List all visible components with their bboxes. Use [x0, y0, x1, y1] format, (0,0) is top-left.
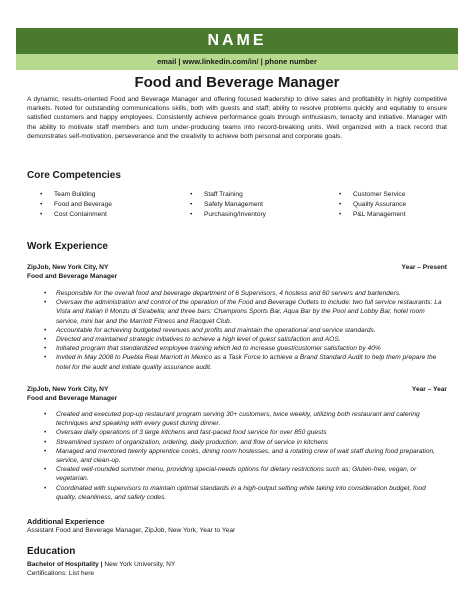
- competency-item: • Food and Beverage: [40, 200, 112, 210]
- list-item: • Coordinated with supervisors to maintain optimal standards in a high-output setting while taking into consideration budget, food quality, cleanliness, and safety codes.: [44, 484, 446, 502]
- competencies-column-3: [339, 190, 406, 219]
- competency-item: • Customer Service: [339, 190, 406, 200]
- resume-title: Food and Beverage Manager: [134, 74, 340, 91]
- list-item: • Oversaw the administration and control of the operation of the Food and Beverage Outlets to include: two full service restaurants: La Vista and Italian Il Monzu di Sirabella; and three bars: Champions Sports Bar, Aqua Bar by the Pool and Lobby Bar, hotel room service, mini bar and the Marriott Fitness and Racquet Club.: [44, 298, 446, 326]
- list-item: • Responsible for the overall food and beverage department of 6 Supervisors, 4 hostess and 60 servers and bartenders.: [44, 289, 446, 298]
- competencies-column-2: [190, 190, 266, 219]
- job-1-dates: Year – Present: [401, 264, 447, 271]
- competency-item: • Quality Assurance: [339, 200, 406, 210]
- core-competencies-heading: Core Competencies: [27, 170, 121, 181]
- list-item: • Directed and maintained strategic initiatives to achieve a high level of guest satisfaction and AOS.: [44, 335, 446, 344]
- job-2-dates: Year – Year: [411, 386, 447, 393]
- job-1-role: Food and Beverage Manager: [27, 273, 118, 280]
- competency-item: • P&L Management: [339, 210, 406, 220]
- professional-summary: A dynamic, results-oriented Food and Beverage Manager and offering focused leadership to drive sales and profitability in highly competitive markets. Noted for outstanding communications skills, both with guests and staff; ability to resolve problems quickly and equitably to ensure satisfied customers and happy employees. Consistently achieve performance goals through enthusiasm, tenacity and initiative. Manager with the ability to motivate staff members and turn under-producing teams into record-breaking units. Well organized with a track record that demonstrates self-motivation, perseverance and the creativity to achieve both personal and corporate goals.: [27, 96, 447, 140]
- job-1-bullets: [44, 289, 446, 372]
- school-name: New York University, NY: [102, 561, 176, 568]
- additional-experience-text: Assistant Food and Beverage Manager, ZipJob, New York, Year to Year: [27, 527, 236, 534]
- degree-name: Bachelor of Hospitality |: [27, 561, 103, 568]
- competencies-column-1: [40, 190, 112, 219]
- list-item: • Initiated program that standardized employee training which led to increase guest/customer satisfaction by 40%: [44, 344, 446, 353]
- list-item: • Created and executed pop-up restaurant program serving 30+ customers, twice weekly, utilizing both restaurant and catering techniques and speaking with every guest during dinner.: [44, 410, 446, 428]
- competency-item: • Safety Management: [190, 200, 266, 210]
- additional-experience-heading: Additional Experience: [27, 517, 105, 526]
- contact-line: email | www.linkedin.com/in/ | phone number: [16, 54, 458, 70]
- job-1-header: [27, 263, 447, 272]
- candidate-name: NAME: [16, 28, 458, 54]
- list-item: • Accountable for achieving budgeted revenues and profits and maintain the operational and service standards.: [44, 326, 446, 335]
- work-experience-heading: Work Experience: [27, 241, 108, 252]
- competency-item: • Staff Training: [190, 190, 266, 200]
- job-2-company: ZipJob, New York City, NY: [27, 386, 109, 393]
- certifications-line: Certifications: List here: [27, 570, 95, 577]
- list-item: • Invited in May 2008 to Puebla Real Marriott in Mexico as a Task Force to achieve a Brand Standard Audit to help them prepare the hotel for the audit and initiate quality assurance audit.: [44, 353, 446, 371]
- job-2-bullets: [44, 410, 446, 502]
- education-degree-line: [27, 560, 447, 569]
- job-1-company: ZipJob, New York City, NY: [27, 264, 109, 271]
- list-item: • Managed and mentored twenty apprentice cooks, dining room hostesses, and a rotating crew of wait staff during food preparation, service, and clean-up.: [44, 447, 446, 465]
- education-heading: Education: [27, 546, 76, 557]
- list-item: • Oversaw daily operations of 3 large kitchens and fast-paced food service for over 850 guests: [44, 428, 446, 437]
- list-item: • Created well-rounded summer menu, providing special-needs options for dietary restrictions such as; Gluten-free, vegan, or vegetarian.: [44, 465, 446, 483]
- job-2-header: [27, 385, 447, 394]
- job-2-role: Food and Beverage Manager: [27, 395, 118, 402]
- competency-item: • Team Building: [40, 190, 112, 200]
- competency-item: • Purchasing/Inventory: [190, 210, 266, 220]
- list-item: • Streamlined system of organization, ordering, daily production, and flow of service in kitchens: [44, 438, 446, 447]
- competency-item: • Cost Containment: [40, 210, 112, 220]
